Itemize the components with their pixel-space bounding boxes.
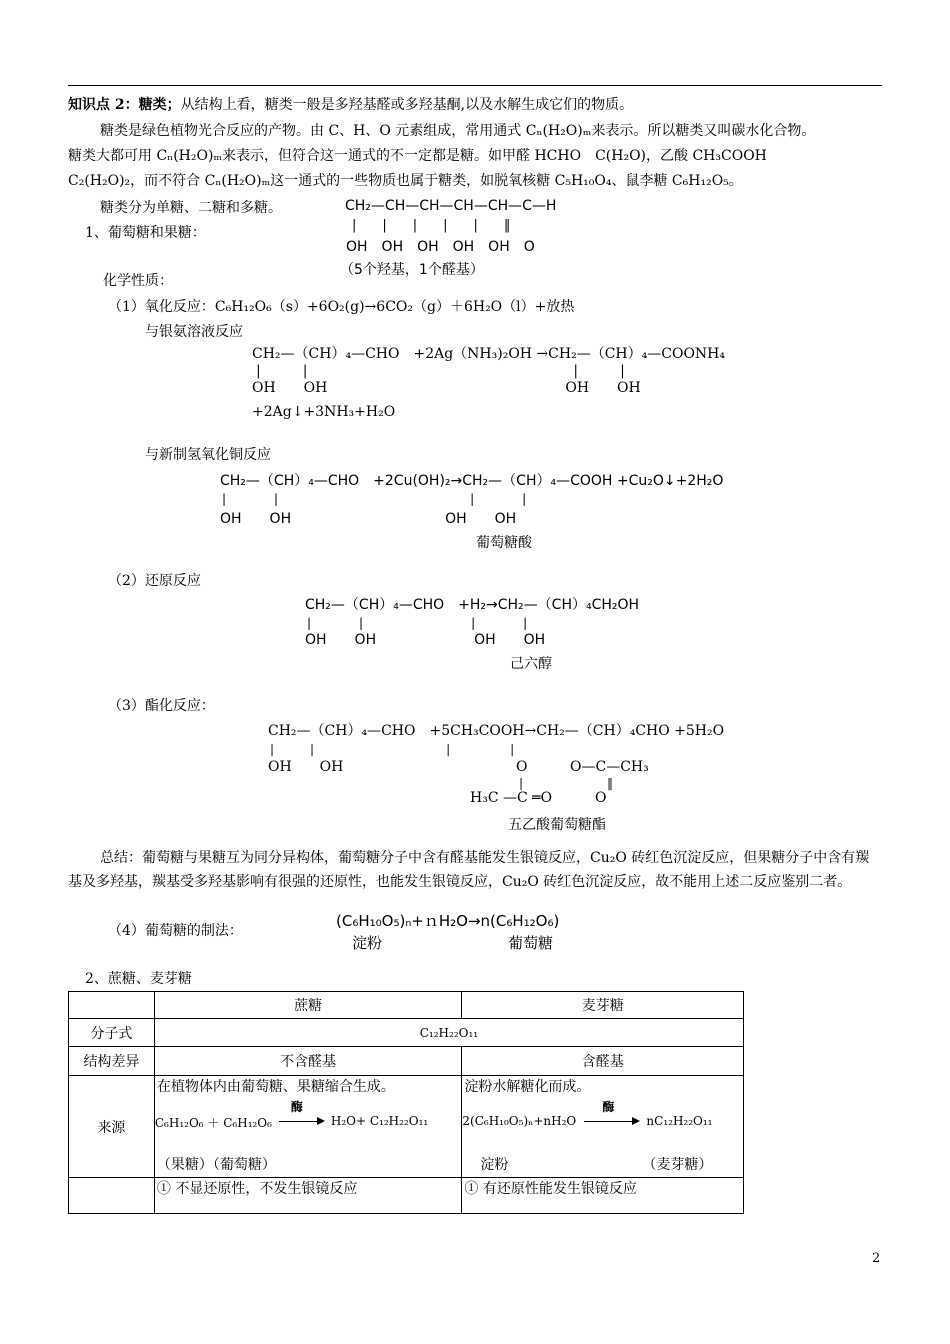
reduction-bonds: | | | | [307, 616, 528, 630]
header-sucrose: 蔗糖 [154, 992, 462, 1019]
silver-oh: OH OH OH OH [252, 380, 641, 396]
arrow-right-icon [632, 1117, 640, 1125]
row-label-structure: 结构差异 [69, 1047, 155, 1076]
glucose-bonds: | | | | | ‖ [352, 218, 511, 233]
kp2-p4: 糖类分为单糖、二糖和多糖。 [100, 200, 282, 216]
kp2-intro: 从结构上看，糖类一般是多羟基醛或多羟基酮,以及水解生成它们的物质。 [180, 97, 634, 113]
row-label-source: 来源 [69, 1076, 155, 1178]
source-sucrose-right: H₂O+ C₁₂H₂₂O₁₁ [330, 1114, 429, 1128]
arrow-right-icon [317, 1117, 325, 1125]
source-maltose-text: 淀粉水解糖化而成。 [464, 1079, 591, 1095]
table-row [69, 1178, 744, 1214]
row-label-formula: 分子式 [69, 1019, 155, 1047]
oxidation-title: （1）氧化反应：C₆H₁₂O₆（s）+6O₂(g)→6CO₂（g）＋6H₂O（l）+放热 [108, 299, 575, 315]
chem-props-title: 化学性质： [103, 273, 173, 289]
section-2-title: 2、蔗糖、麦芽糖 [85, 971, 192, 987]
pentaacetate-label: 五乙酸葡萄糖酯 [508, 817, 606, 833]
struct-maltose: 含醛基 [462, 1047, 744, 1076]
table-corner [69, 992, 155, 1019]
hexitol-label: 己六醇 [510, 656, 552, 672]
ester-acetyl: O—C—CH₃ [570, 759, 649, 775]
sugar-comparison-table [68, 991, 744, 1214]
reduction-title: （2）还原反应 [108, 573, 201, 589]
table-row [69, 992, 744, 1019]
ester-o1: O [516, 759, 528, 775]
ester-bond-lower: | ‖ [519, 776, 614, 790]
ester-equation: CH₂—（CH）₄—CHO +5CH₃COOH→CH₂—（CH）₄CHO +5H₂O [268, 723, 725, 739]
silver-products: +2Ag↓+3NH₃+H₂O [252, 404, 396, 420]
copper-bonds: | | | | [222, 492, 527, 506]
copper-oh: OH OH OH OH [220, 511, 517, 527]
kp2-p2: 糖类大都可用 Cₙ(H₂O)ₘ来表示，但符合这一通式的不一定都是糖。如甲醛 HCHO C(H₂O)，乙酸 CH₃COOH [68, 148, 767, 164]
ester-bonds: | | | | [270, 742, 515, 756]
header-maltose: 麦芽糖 [462, 992, 744, 1019]
source-sucrose-text: 在植物体内由葡萄糖、果糖缩合生成。 [156, 1079, 395, 1095]
source-maltose-right: nC₁₂H₂₂O₁₁ [646, 1114, 713, 1128]
source-maltose-left: 2(C₆H₁₀O₅)ₙ+nH₂O [462, 1114, 577, 1128]
page-number: 2 [872, 1251, 881, 1266]
reaction-arrow-line [279, 1121, 319, 1122]
enzyme-label: 酶 [602, 1100, 615, 1114]
starch-equation: (C₆H₁₀O₅)ₙ+ｎH₂O→n(C₆H₁₂O₆) [336, 912, 560, 930]
kp2-line [68, 96, 633, 114]
glucose-note: （5个羟基，1个醛基） [340, 262, 484, 278]
silver-equation: CH₂—（CH）₄—CHO +2Ag（NH₃)₂OH →CH₂—（CH）₄—COONH₄ [252, 346, 725, 362]
table-row [69, 1076, 744, 1178]
source-sucrose-left: C₆H₁₂O₆ ＋ C₆H₁₂O₆ [154, 1116, 272, 1130]
silver-ammonia-title: 与银氨溶液反应 [145, 324, 243, 340]
struct-sucrose: 不含醛基 [154, 1047, 462, 1076]
table-row [69, 1019, 744, 1047]
formula-cell: C₁₂H₂₂O₁₁ [154, 1019, 743, 1047]
gluconic-acid-label: 葡萄糖酸 [476, 535, 532, 551]
summary-paragraph: 总结：葡萄糖与果糖互为同分异构体，葡萄糖分子中含有醛基能发生银镜反应，Cu₂O 砖红色沉淀反应，但果糖分子中含有羰基及多羟基，羰基受多羟基影响有很强的还原性，也能发生银镜反应，Cu₂O 砖红色沉淀反应，故不能用上述二反应鉴别二者。 [68, 850, 870, 890]
glucose-oh: OH OH OH OH OH O [346, 239, 535, 255]
preparation-title: （4）葡萄糖的制法： [108, 923, 243, 939]
enzyme-label: 酶 [290, 1100, 303, 1114]
copper-equation: CH₂—（CH）₄—CHO +2Cu(OH)₂→CH₂—（CH）₄—COOH +Cu₂O↓+2H₂O [220, 473, 724, 489]
source-maltose-starch: 淀粉 [480, 1157, 509, 1173]
prop-maltose: ① 有还原性能发生银镜反应 [462, 1178, 744, 1214]
reaction-arrow-line [584, 1121, 634, 1122]
kp2-heading: 知识点 2：糖类； [68, 97, 181, 113]
starch-label: 淀粉 [352, 934, 383, 952]
source-sucrose-labels: （果糖）（葡萄糖） [156, 1157, 276, 1173]
source-maltose [462, 1076, 744, 1178]
glucose-label: 葡萄糖 [508, 934, 554, 952]
kp2-p1: 糖类是绿色植物光合反应的产物。由 C、H、O 元素组成，常用通式 Cₙ(H₂O)ₘ来表示。所以糖类又叫碳水化合物。 [100, 123, 816, 139]
esterification-title: （3）酯化反应： [108, 698, 215, 714]
prop-sucrose: ① 不显还原性，不发生银镜反应 [154, 1178, 462, 1214]
ester-h3c: H₃C —C ═O [470, 790, 553, 806]
glucose-chain: CH₂—CH—CH—CH—CH—C—H [345, 198, 557, 214]
source-maltose-product: （麦芽糖） [642, 1157, 713, 1173]
reduction-oh: OH OH OH OH [305, 632, 546, 648]
ester-o2: O [595, 790, 607, 806]
reduction-equation: CH₂—（CH）₄—CHO +H₂→CH₂—（CH）₄CH₂OH [305, 597, 640, 613]
source-sucrose [154, 1076, 462, 1178]
top-rule [68, 85, 882, 86]
kp2-p3: C₂(H₂O)₂，而不符合 Cₙ(H₂O)ₘ这一通式的一些物质也属于糖类，如脱氧核糖 C₅H₁₀O₄、鼠李糖 C₆H₁₂O₅。 [68, 173, 743, 189]
ester-oh: OH OH [268, 759, 344, 775]
row-label-property [69, 1178, 155, 1214]
silver-bonds: | | | | [256, 363, 625, 379]
copper-title: 与新制氢氧化铜反应 [145, 447, 271, 463]
table-row [69, 1047, 744, 1076]
section-1-title: 1、葡萄糖和果糖： [85, 225, 206, 241]
